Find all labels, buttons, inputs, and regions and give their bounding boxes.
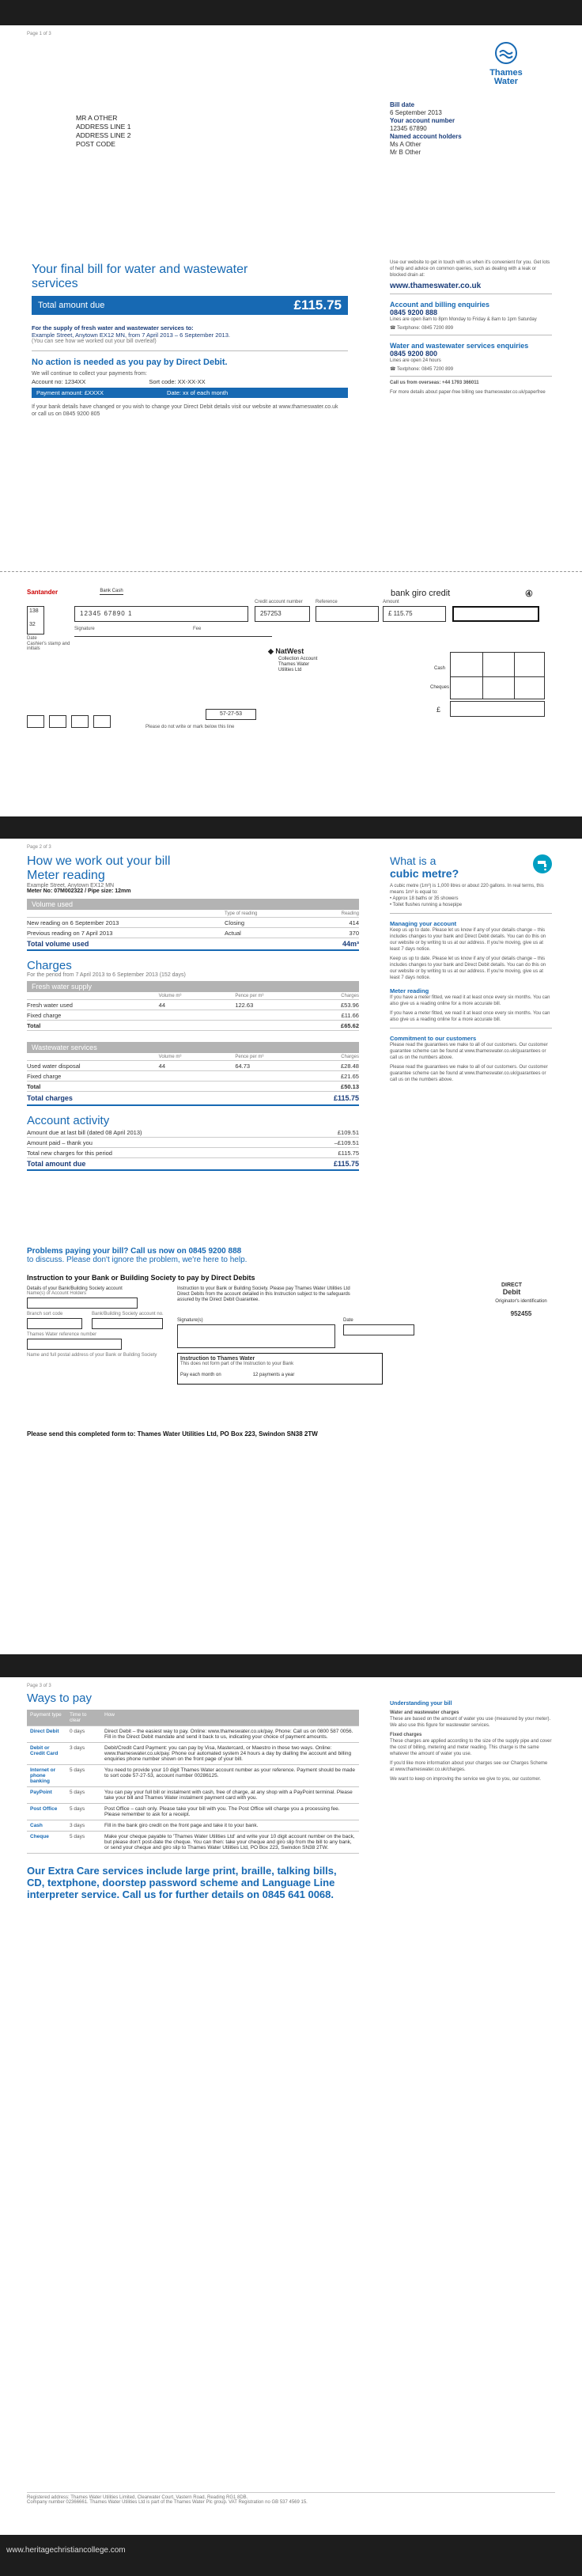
- giro-cash-grid: [450, 652, 545, 699]
- meter-reading-heading: Meter reading: [390, 987, 429, 994]
- page-footer: [27, 2492, 555, 2505]
- giro-cheques-label: Cheques: [430, 685, 450, 690]
- problems-line-2: to discuss. Please don't ignore the problem, we're here to help.: [27, 1256, 248, 1264]
- cubic-intro: A cubic metre (1m³) is 1,000 litres or about 220 gallons. In real terms, this means 1m³ is equal to:: [390, 884, 544, 895]
- activity-row: Total new charges for this period £115.75: [27, 1148, 359, 1158]
- bank-details: [32, 378, 348, 385]
- table-row: Direct Debit 0 days Direct Debit – the easiest way to pay. Online: www.thameswater.co.uk/pay. Phone: Call us on 0800 587 0056. Fill in the Direct Debit mandate and send it back to us, indicating your choice of payment amounts.: [27, 1726, 359, 1743]
- cubic-title-1: What is a: [390, 854, 436, 867]
- enquiries-phone[interactable]: 0845 9200 888: [390, 309, 438, 316]
- natwest-icon: ◆: [268, 647, 276, 655]
- sidebar-intro: Use our website to get in touch with us when it's convenient for you. Get lots of help and advice on common queries, such as dealing with a leak or blocked drain at:: [390, 260, 550, 278]
- giro-number-icon: ④: [525, 589, 533, 599]
- giro-ref-box: 138 32: [27, 606, 44, 635]
- collect-line: We will continue to collect your payments from:: [32, 371, 147, 377]
- fresh-water-bar: Fresh water supply: [27, 981, 359, 992]
- ways-to-pay: [27, 1691, 359, 1900]
- holder-name: Mr B Other: [390, 149, 421, 156]
- volume-row: New reading on 6 September 2013 Closing 414: [27, 918, 359, 928]
- change-details-text: If your bank details have changed or you wish to change your Direct Debit details visit our website at www.thameswater.co.uk or call us on 0845 9200 805: [32, 404, 338, 417]
- account-no-input[interactable]: [92, 1318, 163, 1329]
- volume-bar: Volume used: [27, 899, 359, 910]
- table-row: PayPoint 5 days You can pay your full bill or instalment with cash, free of charge, at any shop with a PayPoint terminal. Please take your bill and Thames Water instalment payment card with you.: [27, 1787, 359, 1804]
- holders-label: Named account holders: [390, 133, 462, 140]
- giro-amount-label: Amount: [383, 600, 399, 604]
- bill-page-3: [0, 1677, 582, 2535]
- dd-title: Instruction to your Bank or Building Society to pay by Direct Debits: [27, 1274, 255, 1282]
- logo-line-1: Thames: [489, 68, 523, 78]
- side-text-4: We want to keep on improving the service we give to you, our customer.: [390, 1777, 541, 1782]
- activity-total-row: Total amount due £115.75: [27, 1158, 359, 1171]
- giro-stamp-label: Cashier's stamp and initials: [27, 642, 70, 651]
- textphone-line: ☎ Textphone: 0845 7200 899: [390, 326, 454, 331]
- table-row: Debit or Credit Card 3 days Debit/Credit Card Payment: you can pay by Visa, Mastercard, or Maestro in these two ways. Online: www.thameswater.co.uk/pay. Phone our automated system 24 hours a day by dialling the account and billing enquiries phone number shown on the front page of your bill.: [27, 1743, 359, 1765]
- fresh-total-row: Total £65.62: [27, 1021, 359, 1031]
- giro-title: bank giro credit: [391, 589, 451, 598]
- charge-row: Fixed charge £11.66: [27, 1010, 359, 1021]
- supply-heading: For the supply of fresh water and wastewater services to:: [32, 324, 194, 331]
- dd-date-label: Date: [343, 1318, 353, 1323]
- activity-heading: Account activity: [27, 1114, 110, 1127]
- charges-heading: Charges: [27, 959, 72, 972]
- giro-reference-label: Reference: [316, 600, 338, 604]
- understanding-sidebar: [390, 1701, 552, 1782]
- cubic-header: [390, 854, 552, 880]
- dd-label: Bank/Building Society account no.: [92, 1312, 164, 1316]
- wastewater-bar: Wastewater services: [27, 1042, 359, 1053]
- payment-amount: Payment amount: £XXXX: [36, 389, 104, 396]
- dd-label: Thames Water reference number: [27, 1332, 97, 1337]
- cubic-title-2: cubic metre?: [390, 867, 459, 880]
- tap-icon: [533, 854, 552, 873]
- holder-name: Ms A Other: [390, 141, 421, 148]
- giro-signature-label: Signature: [74, 627, 95, 631]
- commitment-heading: Commitment to our customers: [390, 1035, 477, 1042]
- bank-cash-label: Bank Cash: [100, 589, 123, 593]
- wastewater-hours: Lines are open 24 hours: [390, 358, 441, 363]
- address-line: MR A OTHER: [76, 114, 118, 122]
- ways-table: [27, 1710, 359, 1854]
- bill-title: Your final bill for water and wastewater services: [32, 263, 248, 290]
- phone-icon: ☎: [390, 326, 398, 331]
- dd-label: Name(s) of Account Holders: [27, 1291, 87, 1296]
- page-number: Page 1 of 3: [27, 32, 51, 36]
- meter-reading-text: If you have a meter fitted, we read it at least once every six months. You can also give us a reading online for a more accurate bill.: [390, 995, 550, 1006]
- charge-row: Fixed charge £21.65: [27, 1071, 359, 1082]
- logo-line-2: Water: [493, 77, 519, 86]
- dd-heading: No action is needed as you pay by Direct Debit.: [32, 358, 228, 367]
- bill-breakdown: [27, 854, 359, 1171]
- wastewater-heading: Water and wastewater services enquiries: [390, 342, 529, 350]
- natwest-sub: Collection Account Thames Water Utilities Ltd: [278, 657, 318, 672]
- dd-instruction: Instruction to your Bank or Building Society. Please pay Thames Water Utilities Ltd Direct Debits from the account detailed in this Instruction subject to the safeguards assured by the Direct Debit Guarantee.: [177, 1286, 350, 1302]
- originator-label: Originator's identification: [495, 1299, 547, 1304]
- dd-label: Details of your Bank/Building Society account: [27, 1286, 123, 1291]
- giro-sort-code: 57-27-53: [206, 709, 256, 720]
- meter-heading: Meter reading: [27, 869, 105, 882]
- volume-total-row: Total volume used 44m³: [27, 938, 359, 951]
- direct-debit-logo: DIRECT Debit: [501, 1282, 523, 1296]
- footer-line: Company number 02366661. Thames Water Utilities Ltd is part of the Thames Water Plc group. VAT Registration no GB 537 4569 15.: [27, 2500, 308, 2505]
- thames-water-logo: [474, 41, 538, 86]
- total-due-label: Total amount due: [38, 301, 105, 310]
- meter-address: Example Street, Anytown EX12 MN: [27, 883, 115, 888]
- signature-input[interactable]: [177, 1324, 335, 1348]
- table-row: Cash 3 days Fill in the bank giro credit on the front page and take it to your bank.: [27, 1820, 359, 1832]
- total-due-bar: [32, 296, 348, 315]
- bill-date-label: Bill date: [390, 101, 415, 108]
- waste-total-row: Total £50.13: [27, 1082, 359, 1092]
- side-heading: Understanding your bill: [390, 1701, 452, 1707]
- giro-account-field: 12345 67890 1: [74, 606, 248, 622]
- giro-cash-label: Cash: [434, 666, 446, 671]
- giro-pound: £: [436, 706, 441, 714]
- bank-giro-slip: [27, 589, 555, 786]
- phone-icon: ☎: [390, 367, 398, 372]
- dd-signature-label: Signature(s): [177, 1318, 203, 1323]
- volume-row: Previous reading on 7 April 2013 Actual 370: [27, 928, 359, 938]
- recipient-address: [76, 114, 130, 149]
- website-link[interactable]: www.thameswater.co.uk: [390, 282, 482, 290]
- total-due-value: £115.75: [293, 297, 342, 313]
- breakdown-title: How we work out your bill: [27, 854, 171, 868]
- paperless-note: For more details about paper-free billing see thameswater.co.uk/paperfree: [390, 390, 546, 395]
- enquiries-heading: Account and billing enquiries: [390, 301, 490, 309]
- account-info: [390, 101, 556, 157]
- supply-line: Example Street, Anytown EX12 MN, from 7 April 2013 – 6 September 2013.: [32, 331, 230, 339]
- extra-care-text: Our Extra Care services include large print, braille, talking bills, CD, textphone, doorstep password scheme and Language Line interpreter service. Call us for further details on 0845 641 0068.: [27, 1865, 337, 1900]
- drop-logo-icon: [494, 41, 518, 65]
- wastewater-phone[interactable]: 0845 9200 800: [390, 350, 438, 358]
- side-sub-2: Fixed charges: [390, 1733, 422, 1737]
- commitment-text: Please read the guarantees we make to all of our customers. Our customer guarantee scheme can be found at www.thameswater.co.uk/guarantees or call us on the numbers above.: [390, 1043, 548, 1060]
- page-number: Page 3 of 3: [27, 1684, 51, 1688]
- tw-instruction-box: Instruction to Thames Water This does not form part of the Instruction to your Bank Pay each month on 12 payments a year: [177, 1353, 383, 1385]
- managing-heading: Managing your account: [390, 920, 457, 927]
- natwest-name: ◆ NatWest: [268, 647, 304, 655]
- ways-header-row: Payment type Time to clear How: [27, 1710, 359, 1726]
- tear-line: [0, 571, 582, 572]
- cubic-bullet: • Toilet flushes running a hosepipe: [390, 903, 463, 907]
- account-number: 12345 67890: [390, 125, 427, 132]
- overseas-line: Call us from overseas: +44 1793 366011: [390, 381, 479, 385]
- activity-row: Amount paid – thank you –£109.51: [27, 1138, 359, 1148]
- bill-date: 6 September 2013: [390, 109, 442, 116]
- originator-number: 952455: [510, 1310, 532, 1317]
- side-sub-1: Water and wastewater charges: [390, 1710, 459, 1715]
- payment-bar: [32, 388, 348, 398]
- managing-text-repeat: Keep us up to date. Please let us know if any of your details change – this includes changes to your bank and Direct Debit details. You can do this on our website or by writing to us at our address. If you're moving, give us at least 7 days notice.: [390, 957, 546, 980]
- enquiries-hours: Lines are open 8am to 8pm Monday to Friday & 8am to 1pm Saturday: [390, 317, 537, 322]
- charges-period: For the period from 7 April 2013 to 6 September 2013 (152 days): [27, 972, 186, 978]
- meter-number: Meter No: 07M002322 / Pipe size: 12mm: [27, 888, 131, 894]
- cubic-sidebar: [390, 854, 552, 1083]
- sort-code: Sort code: XX-XX-XX: [149, 378, 206, 385]
- send-form-line: Please send this completed form to: Thames Water Utilities Ltd, PO Box 223, Swindon SN38 2TW: [27, 1430, 318, 1438]
- giro-fee-label: Fee: [193, 627, 202, 631]
- managing-text: Keep us up to date. Please let us know if any of your details change – this includes changes to your bank and Direct Debit details. You can do this on our website or by writing to us at our address. If you're moving, give us at least 7 days notice.: [390, 928, 546, 952]
- santander-logo: Santander: [27, 589, 59, 596]
- ways-title: Ways to pay: [27, 1691, 92, 1705]
- charge-row: Used water disposal 44 64.73 £28.48: [27, 1061, 359, 1071]
- page-number: Page 2 of 3: [27, 845, 51, 850]
- watermark-url: www.heritagechristiancollege.com: [6, 2546, 126, 2555]
- acc-no: Account no: 1234XX: [32, 378, 86, 385]
- side-text-1: These are based on the amount of water you use (measured by your meter). We also use this figure for wastewater services.: [390, 1717, 551, 1728]
- bill-page-2: [0, 839, 582, 1654]
- address-line: ADDRESS LINE 1: [76, 123, 131, 131]
- dd-label: Branch sort code: [27, 1312, 63, 1316]
- bill-summary: [32, 263, 348, 418]
- account-number-label: Your account number: [390, 117, 455, 124]
- giro-amount-field: £ 115.75: [383, 606, 446, 622]
- charge-row: Fresh water used 44 122.63 £53.96: [27, 1000, 359, 1010]
- cubic-bullet: • Approx 18 baths or 35 showers: [390, 896, 459, 901]
- charge-col-header: Volume m³ Pence per m³ Charges: [27, 992, 359, 1000]
- supply-sub: (You can see how we worked out your bill overleaf): [32, 339, 157, 344]
- dd-label: Name and full postal address of your Bank or Building Society: [27, 1353, 157, 1358]
- problems-line-1: Problems paying your bill? Call us now on 0845 9200 888: [27, 1247, 242, 1256]
- giro-credit-label: Credit account number: [255, 600, 303, 604]
- footer-line: Registered address: Thames Water Utilities Limited, Clearwater Court, Vastern Road, Reading RG1 8DB.: [27, 2495, 248, 2500]
- payment-date: Date: xx of each month: [167, 389, 229, 396]
- date-input[interactable]: [343, 1324, 414, 1335]
- side-text-3: If you'd like more information about your charges see our Charges Scheme at www.thameswater.co.uk/charges.: [390, 1761, 548, 1772]
- bill-page-1: [0, 25, 582, 816]
- total-charges-row: Total charges £115.75: [27, 1092, 359, 1106]
- table-row: Cheque 5 days Make your cheque payable to 'Thames Water Utilities Ltd' and write your 10 digit account number on the back, but please don't post-date the cheque. You can then: take your cheque and giro slip from the bill to any bank, or send your cheque and giro slip to Thames Water Utilities Ltd, PO Box 223, Swindon SN38 2TW.: [27, 1832, 359, 1854]
- problems-paying: [27, 1247, 549, 1264]
- direct-debit-form: [27, 1274, 555, 1400]
- giro-code-field: 257253: [255, 606, 310, 622]
- giro-footer-note: Please do not write or mark below this line: [146, 725, 235, 729]
- tw-ref-input[interactable]: [27, 1339, 122, 1350]
- giro-date-label: Date: [27, 636, 37, 641]
- sort-code-input[interactable]: [27, 1318, 82, 1329]
- textphone-line-2: ☎ Textphone: 0845 7200 899: [390, 367, 454, 372]
- address-line: ADDRESS LINE 2: [76, 131, 131, 139]
- meter-reading-text-repeat: If you have a meter fitted, we read it at least once every six months. You can also give us a reading online for a more accurate bill.: [390, 1011, 550, 1022]
- table-row: Post Office 5 days Post Office – cash only. Please take your bill with you. The Post Office will charge you a processing fee. Please remember to ask for a receipt.: [27, 1804, 359, 1820]
- table-row: Internet or phone banking 5 days You need to provide your 10 digit Thames Water account number as your reference. Payment should be made to sort code 57-27-53, account number 00286125.: [27, 1765, 359, 1787]
- commitment-text-repeat: Please read the guarantees we make to all of our customers. Our customer guarantee scheme can be found at www.thameswater.co.uk/guarantees or call us on the numbers above.: [390, 1065, 548, 1082]
- charge-col-header: Volume m³ Pence per m³ Charges: [27, 1053, 359, 1061]
- volume-col-header: Type of reading Reading: [27, 910, 359, 918]
- contact-sidebar: [390, 259, 552, 396]
- side-text-2: These charges are applied according to the size of the supply pipe and cover the cost of billing, metering and meter reading. This charge is the same whatever the amount of water you use.: [390, 1739, 552, 1756]
- account-holder-input[interactable]: [27, 1297, 138, 1309]
- address-line: POST CODE: [76, 140, 115, 148]
- activity-row: Amount due at last bill (dated 08 April 2013) £109.51: [27, 1127, 359, 1138]
